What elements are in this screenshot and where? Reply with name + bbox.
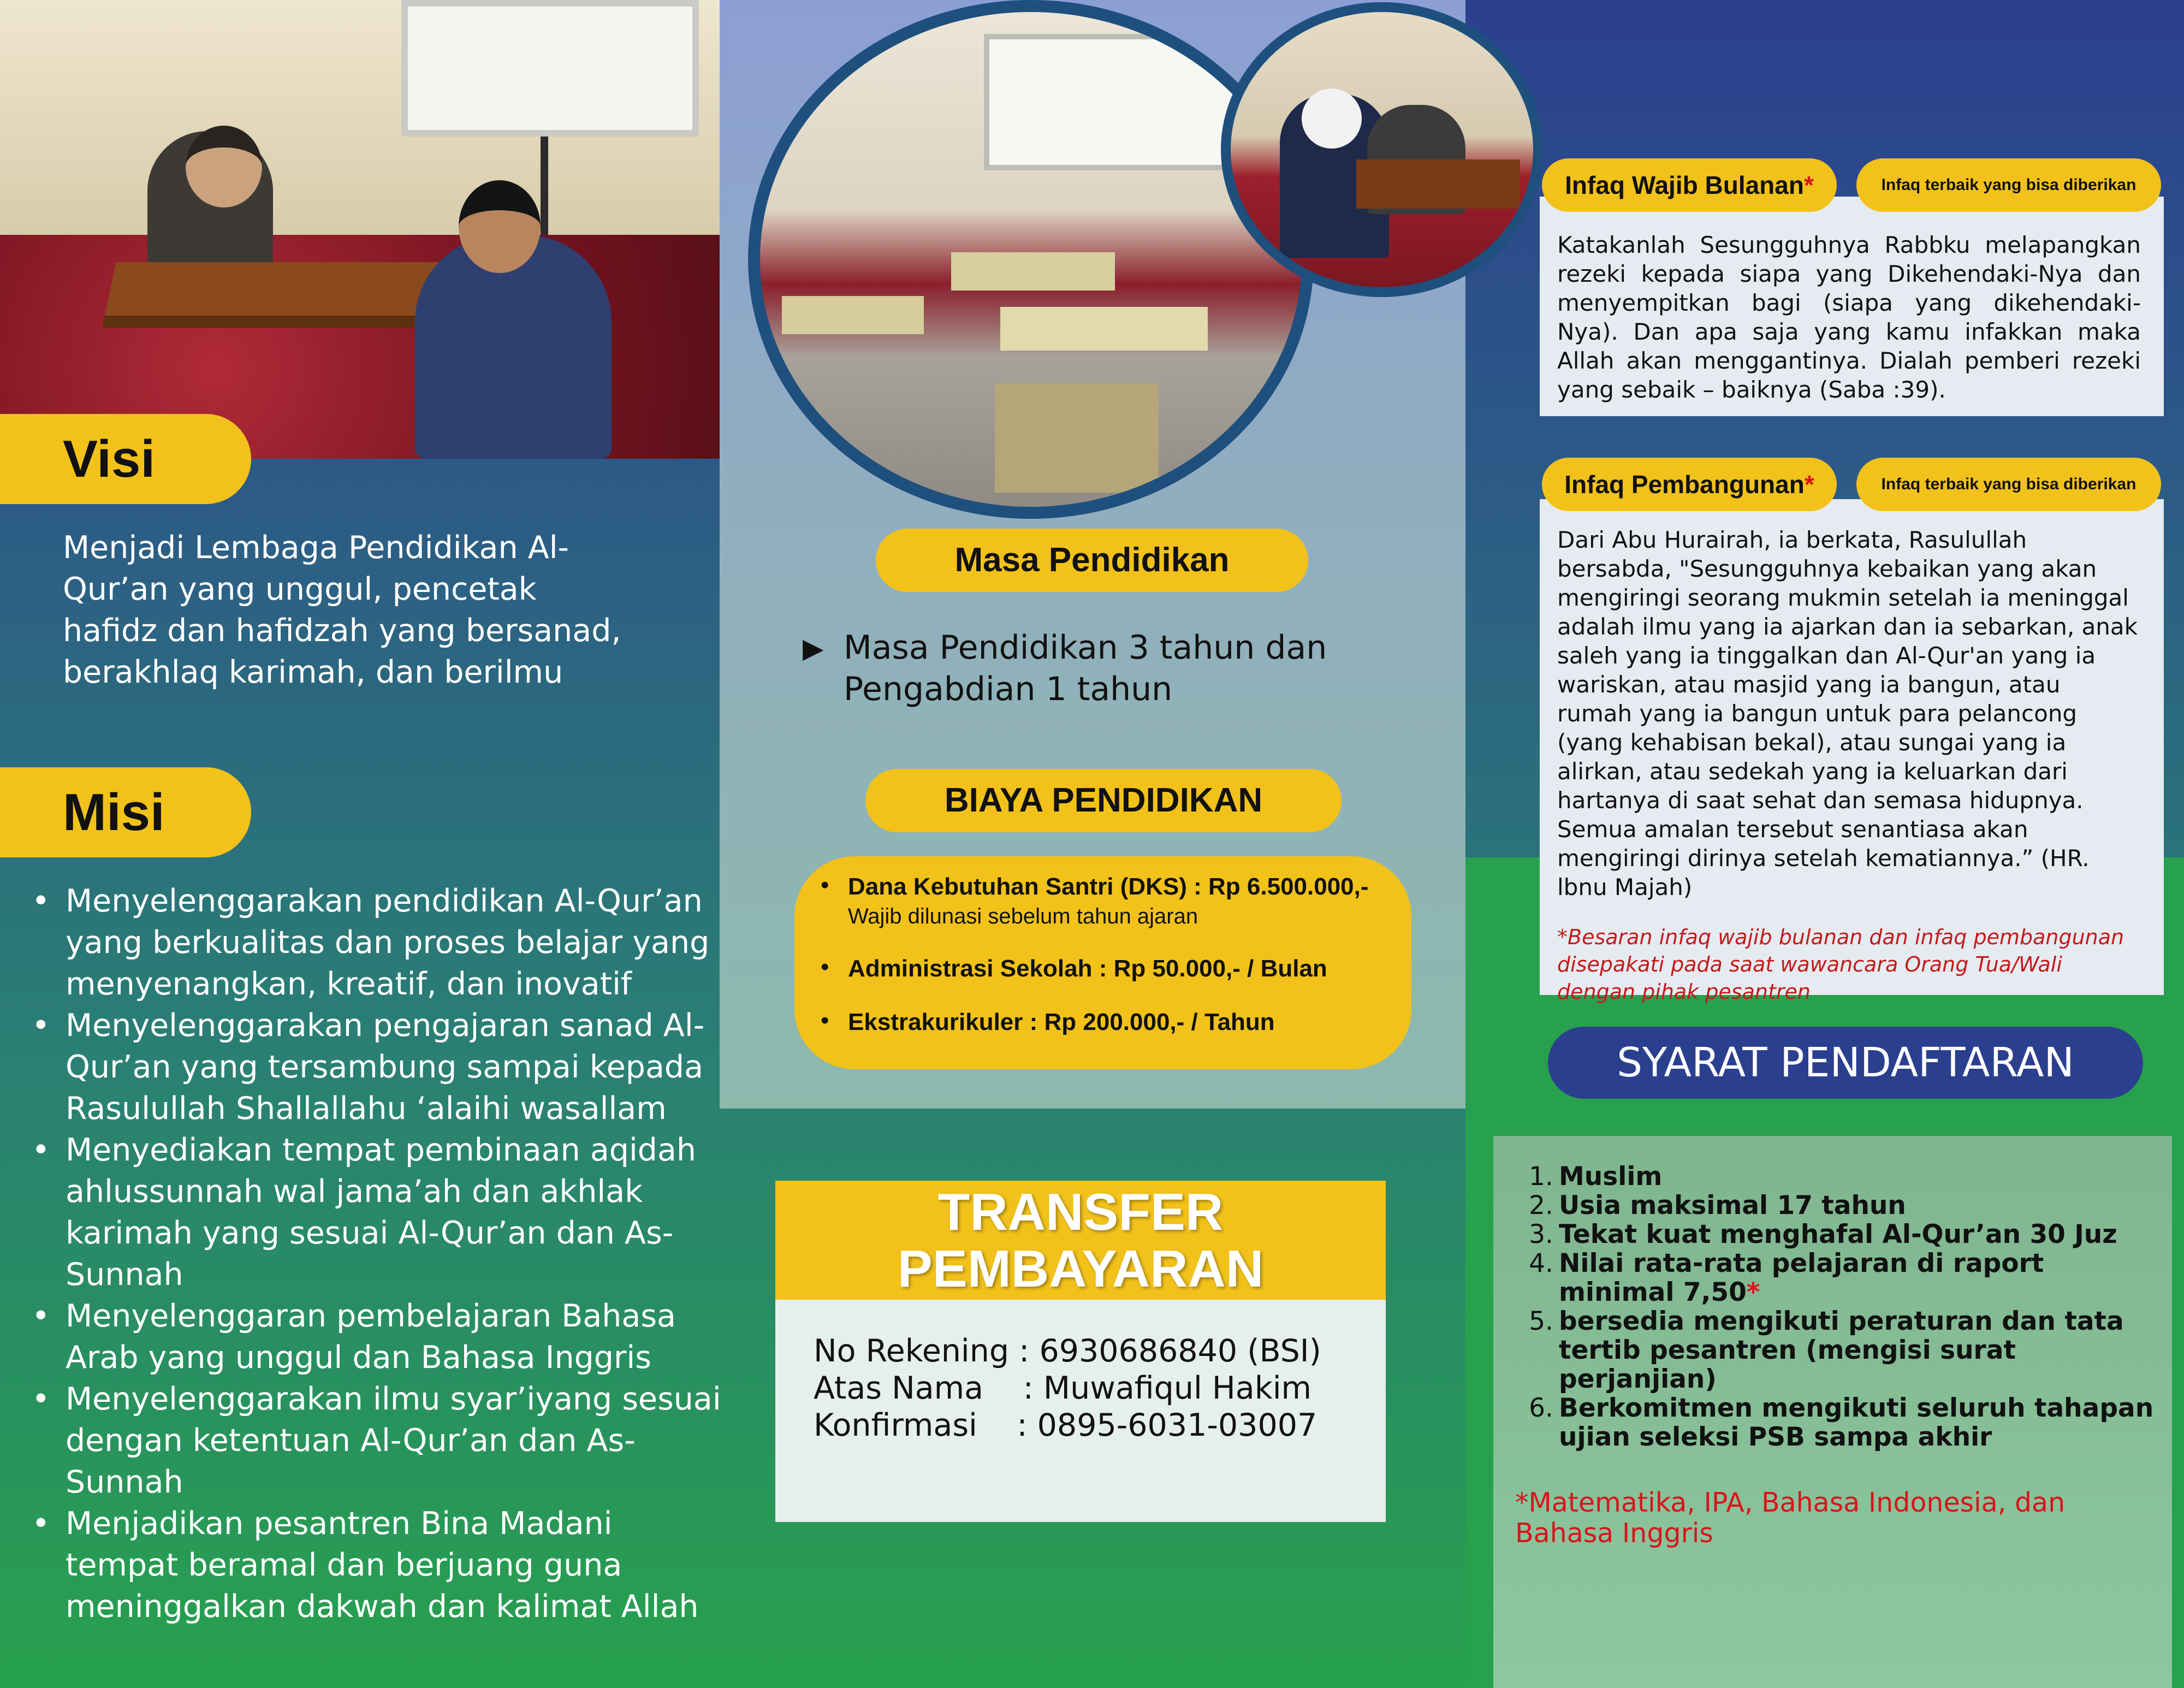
masa-pendidikan-text: Masa Pendidikan 3 tahun dan Pengabdian 1 tahun [844,629,1327,708]
syarat-pendaftaran-heading: SYARAT PENDAFTARAN [1548,1027,2143,1099]
biaya-list [794,856,1411,1069]
rekening-row: No Rekening : 6930686840 (BSI) [814,1333,1321,1369]
syarat-list [1515,1162,2156,1452]
infaq-pembangunan-card [1540,499,2164,1004]
visi-text: Menjadi Lembaga Pendidikan Al-Qur’an yang unggul, pencetak hafidz dan hafidzah yang bersanad, berakhlaq karimah, dan berilmu [63,530,621,690]
syarat-panel [1493,1136,2172,1688]
misi-list [27,880,726,1627]
infaq-bulanan-text: Katakanlah Sesungguhnya Rabbku melapangkan rezeki kepada siapa yang Dikehendaki-Nya dan menyempitkan bagi (siapa yang dikehendaki-Nya). Dan apa saja yang kamu infakkan maka Allah akan menggantinya. Dialah pemberi rezeki yang sebaik – baiknya (Saba :39). [1557,232,2141,403]
infaq-pembangunan-tag: Infaq terbaik yang bisa diberikan [1856,458,2161,511]
misi-item: • Menyelenggarakan ilmu syar’iyang sesuai dengan ketentuan Al-Qur’an dan As-Sunnah [27,1378,726,1503]
infaq-pembangunan-text: Dari Abu Hurairah, ia berkata, Rasulullah bersabda, "Sesungguhnya kebaikan yang akan mengiringi seorang mukmin setelah ia meninggal adalah ilmu yang ia ajarkan dan ia sebarkan, anak saleh yang ia tinggalkan dan Al-Qur'an yang ia wariskan, atau masjid yang ia bangun, atau rumah yang ia bangun untuk para pelancong (yang kehabisan bekal), atau sungai yang ia alirkan, atau sedekah yang ia keluarkan dari hartanya di saat sehat dan semasa hidupnya. Semua amalan tersebut senantiasa akan mengiringi dirinya setelah kematiannya.” (HR. lbnu Majah) [1557,526,2138,901]
syarat-item: 2. Usia maksimal 17 tahun [1529,1191,1906,1221]
biaya-item-dks: • Dana Kebutuhan Santri (DKS) : Rp 6.500.000,- Wajib dilunasi sebelum tahun ajaran [848,872,1390,931]
infaq-bulanan-heading: Infaq Wajib Bulanan* [1542,158,1837,212]
atas-nama-row: Atas Nama : Muwafiqul Hakim [814,1370,1312,1406]
syarat-note: *Matematika, IPA, Bahasa Indonesia, dan Bahasa Inggris [1515,1487,2066,1549]
infaq-pembangunan-heading: Infaq Pembangunan* [1542,458,1837,511]
misi-item: • Menyelenggarakan pendidikan Al-Qur’an yang berkualitas dan proses belajar yang menyenangkan, kreatif, dan inovatif [27,880,726,1005]
misi-item: • Menyelenggaran pembelajaran Bahasa Arab yang unggul dan Bahasa Inggris [27,1295,726,1378]
visi-heading: Visi [0,414,251,504]
misi-item: • Menjadikan pesantren Bina Madani tempat beramal dan berjuang guna meninggalkan dakwah dan kalimat Allah [27,1503,726,1627]
syarat-item: 3. Tekat kuat menghafal Al-Qur’an 30 Juz [1529,1219,2117,1249]
photo-study-circle [1221,2,1543,297]
infaq-bulanan-card [1540,197,2164,416]
syarat-item: 6. Berkomitmen mengikuti seluruh tahapan ujian seleksi PSB sampa akhir [1529,1393,2154,1452]
transfer-heading: TRANSFER PEMBAYARAN [775,1181,1386,1300]
biaya-pendidikan-heading: BIAYA PENDIDIKAN [865,769,1342,832]
konfirmasi-row: Konfirmasi : 0895-6031-03007 [814,1407,1317,1443]
syarat-item: 5. bersedia mengikuti peraturan dan tata tertib pesantren (mengisi surat perjanjian) [1529,1306,2124,1394]
biaya-item-administrasi: • Administrasi Sekolah : Rp 50.000,- / Bulan [848,953,1390,984]
masa-pendidikan-heading: Masa Pendidikan [876,529,1308,592]
infaq-bulanan-tag: Infaq terbaik yang bisa diberikan [1856,158,2161,212]
syarat-item: 4. Nilai rata-rata pelajaran di raport minimal 7,50* [1529,1248,2044,1307]
misi-heading: Misi [0,767,251,857]
infaq-note: *Besaran infaq wajib bulanan dan infaq pembangunan disepakati pada saat wawancara Orang Tua/Wali dengan pihak pesantren [1557,925,2124,1004]
arrow-bullet-icon: ▶ [803,632,824,664]
biaya-item-ekstrakurikuler: • Ekstrakurikuler : Rp 200.000,- / Tahun [848,1007,1390,1038]
syarat-item: 1. Muslim [1529,1162,1663,1192]
misi-item: • Menyediakan tempat pembinaan aqidah ahlussunnah wal jama’ah dan akhlak karimah yang sesuai Al-Qur’an dan As-Sunnah [27,1129,726,1295]
misi-item: • Menyelenggarakan pengajaran sanad Al-Qur’an yang tersambung sampai kepada Rasulullah Shallallahu ‘alaihi wasallam [27,1005,726,1129]
photo-classroom [748,0,1314,519]
transfer-details [775,1300,1386,1522]
photo-teaching [0,0,720,459]
